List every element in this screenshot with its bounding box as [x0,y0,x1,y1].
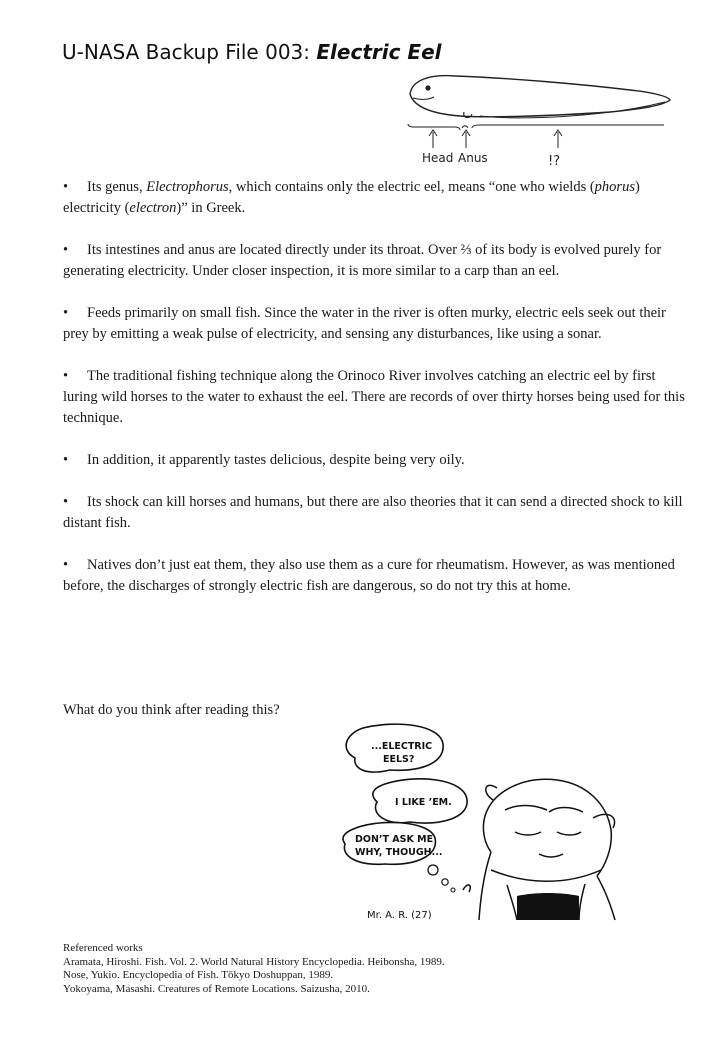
fact-text [63,368,685,426]
italic-term: Electrophorus [146,179,229,195]
title-subject: Electric Eel [316,40,442,64]
thought-dot-small [451,888,455,892]
unknown-arrow [554,130,562,148]
text-segment: Natives don’t just eat them, they also use them as a cure for rheumatism. However, as was mentioned before, the discharges of strongly electric fish are dangerous, so do not try this at home. [63,557,675,594]
closing-question: What do you think after reading this? [63,702,280,718]
anus-label: Anus [458,151,488,165]
eel-mouth [413,97,434,99]
eel-eye [425,85,430,90]
reference-item: Aramata, Hiroshi. Fish. Vol. 2. World Natural History Encyclopedia. Heibonsha, 1989. [63,955,445,968]
fact-list [63,177,693,618]
fact-item: • The traditional fishing technique along the Orinoco River involves catching an electric eel by first luring wild horses to the water to exhaust the eel. There are records of over thirty horses being used for this technique. [63,368,685,426]
anus-bracket [462,126,468,128]
title-prefix: U-NASA Backup File 003: [62,40,317,64]
eel-illustration [400,62,680,172]
unknown-label: !? [548,154,561,169]
bubble3-line1: DON’T ASK ME [355,834,434,845]
text-segment: , which contains only the electric eel, means “one who wields ( [228,179,595,195]
fact-item: • In addition, it apparently tastes delicious, despite being very oily. [63,452,465,468]
fact-item: • Natives don’t just eat them, they also use them as a cure for rheumatism. However, as was mentioned before, the discharges of strongly electric fish are dangerous, so do not try this at home. [63,557,675,594]
bubble2-text: I LIKE ’EM. [395,797,452,808]
comic-panel [335,720,635,925]
eel-body [410,76,670,117]
head-arrow [429,130,437,148]
references [63,942,445,996]
thought-dot-medium [442,879,448,885]
fact-item: • Feeds primarily on small fish. Since the water in the river is often murky, electric eels seek out their prey by emitting a weak pulse of electricity, and sensing any disturbances, like using a sonar. [63,305,666,342]
fact-text [63,557,675,594]
shadow-shape [517,893,579,920]
text-segment: Its genus, [87,179,147,195]
text-segment: )” in Greek. [176,200,246,216]
reference-item: Nose, Yukio. Encyclopedia of Fish. Tōkyo Doshuppan, 1989. [63,969,334,981]
eel-fin [480,102,665,118]
head-bracket [408,124,460,130]
text-segment: Its intestines and anus are located directly under its throat. Over ⅔ of its body is evolved purely for generating electricity. Under closer inspection, it is more similar to a carp than an eel. [63,242,662,279]
reference-item: Yokoyama, Masashi. Creatures of Remote Locations. Saizusha, 2010. [63,982,370,995]
body-bracket [472,125,664,128]
fact-item: • Its genus, Electrophorus, which contains only the electric eel, means “one who wields (phorus) electricity (electron)” in Greek. [63,179,640,216]
text-segment: Feeds primarily on small fish. Since the water in the river is often murky, electric eels seek out their prey by emitting a weak pulse of electricity, and sensing any disturbances, like using a sonar. [63,305,666,342]
fact-text [63,179,640,216]
comic-credit: Mr. A. R. (27) [367,910,432,921]
bubble1-line1: ...ELECTRIC [371,741,433,752]
text-segment: ) electricity ( [63,179,640,216]
thought-dot-large [428,865,438,875]
fact-text [63,305,666,342]
text-segment: Its shock can kill horses and humans, but there are also theories that it can send a directed shock to kill distant fish. [63,494,683,531]
fact-item: • Its intestines and anus are located directly under its throat. Over ⅔ of its body is evolved purely for generating electricity. Under closer inspection, it is more similar to a carp than an eel. [63,242,662,279]
fact-item: • Its shock can kill horses and humans, but there are also theories that it can send a directed shock to kill distant fish. [63,494,683,531]
anus-arrow [462,130,470,148]
text-segment: The traditional fishing technique along the Orinoco River involves catching an electric eel by first luring wild horses to the water to exhaust the eel. There are records of over thirty horses being used for this technique. [63,368,685,426]
bubble1-line2: EELS? [383,754,415,765]
page-title [62,40,442,64]
text-segment: In addition, it apparently tastes delicious, despite being very oily. [87,452,465,468]
fact-text [63,494,683,531]
fact-text [87,452,465,468]
bubble3-line2: WHY, THOUGH... [355,847,443,858]
italic-term: phorus [594,179,635,195]
italic-term: electron [129,200,177,216]
fact-text [63,242,661,279]
references-heading: Referenced works [63,942,143,954]
head-label: Head [422,151,454,165]
